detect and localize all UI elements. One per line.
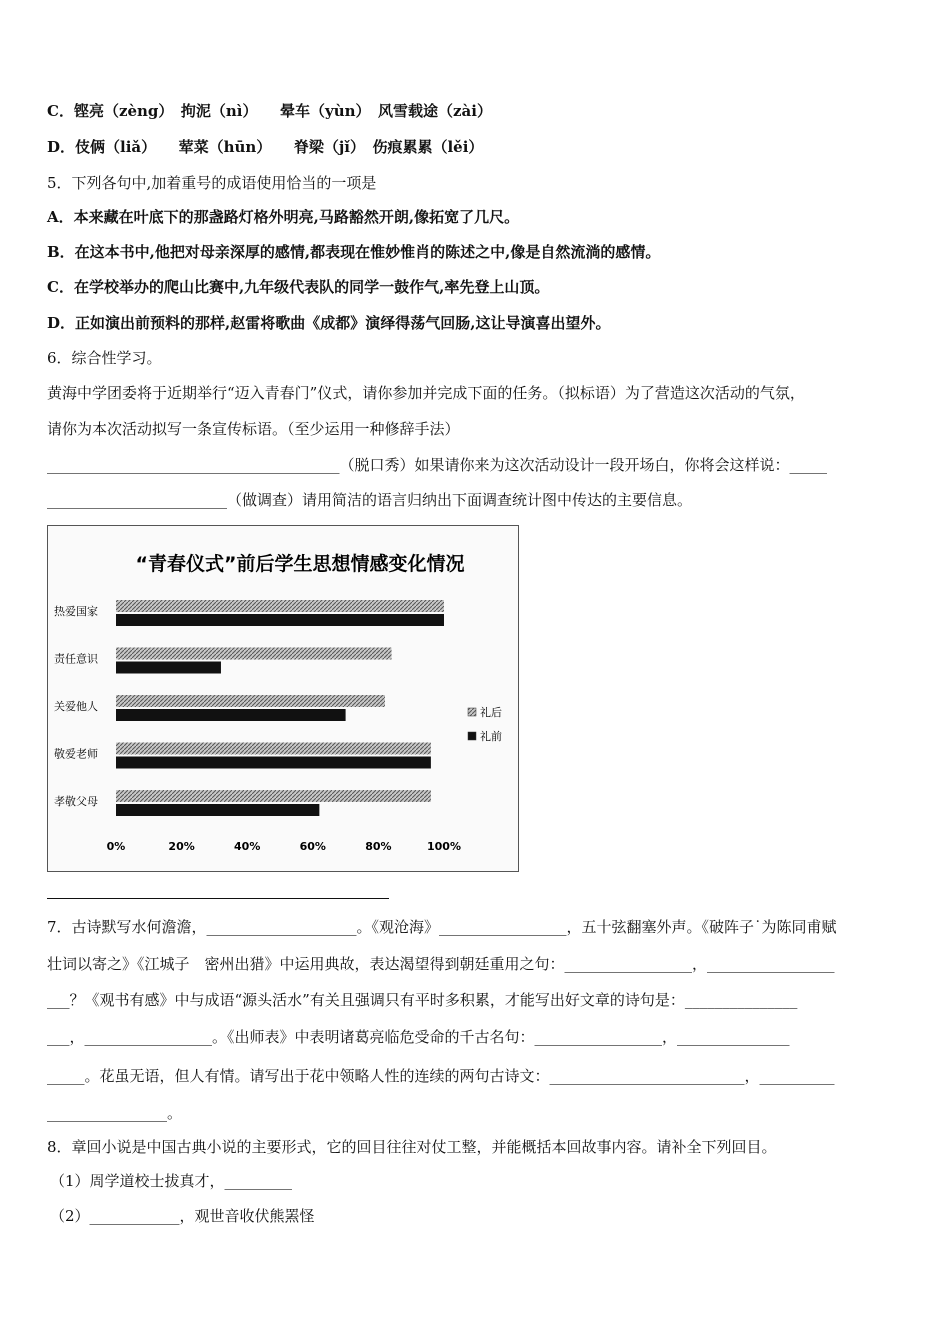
- legend-swatch: [468, 732, 476, 740]
- answer-line: [47, 898, 389, 899]
- bar-after: [116, 790, 431, 802]
- bar-before: [116, 614, 444, 626]
- q5-option-d: D．正如演出前预料的那样,赵雷将歌曲《成都》演绎得荡气回肠,这让导演喜出望外。: [47, 314, 611, 332]
- q7-line-3: ___？《观书有感》中与成语“源头活水”有关且强调只有平时多积累，才能写出好文章的诗句是：_______________: [47, 991, 798, 1009]
- bar-before: [116, 709, 346, 721]
- option-d: D．伎俩（liǎ） 荤菜（hūn） 脊梁（jǐ） 伤痕累累（lěi）: [47, 138, 484, 156]
- option-c: C．铿亮（zèng） 拘泥（nì） 晕车（yùn） 风雪载途（zài）: [47, 102, 492, 120]
- bar-before: [116, 804, 319, 816]
- q6-paragraph-2: 请你为本次活动拟写一条宣传标语。（至少运用一种修辞手法）: [47, 420, 460, 438]
- q7-line-2: 壮词以寄之》《江城子 密州出猎》中运用典故，表达渴望得到朝廷重用之句：_________________，_________________: [47, 955, 835, 973]
- question-5: 5．下列各句中,加着重号的成语使用恰当的一项是: [47, 174, 377, 192]
- category-label: 热爱国家: [54, 605, 98, 618]
- category-label: 孝敬父母: [54, 795, 98, 808]
- bar-after: [116, 695, 385, 707]
- q6-paragraph-4: ________________________（做调查）请用简洁的语言归纳出下面调查统计图中传达的主要信息。: [47, 491, 693, 509]
- bar-before: [116, 757, 431, 769]
- question-6: 6．综合性学习。: [47, 349, 162, 367]
- survey-chart: [47, 525, 519, 872]
- x-tick-label: 60%: [299, 840, 326, 853]
- q6-paragraph-1: 黄海中学团委将于近期举行“迈入青春门”仪式，请你参加并完成下面的任务。（拟标语）为了营造这次活动的气氛，: [47, 384, 805, 402]
- q8-item-1: （1）周学道校士拔真才，_________: [50, 1172, 293, 1190]
- question-8: 8．章回小说是中国古典小说的主要形式，它的回目往往对仗工整，并能概括本回故事内容。请补全下列回目。: [47, 1138, 777, 1156]
- bar-after: [116, 648, 392, 660]
- q5-option-c: C．在学校举办的爬山比赛中,九年级代表队的同学一鼓作气,率先登上山顶。: [47, 278, 550, 296]
- chart-title: “青春仪式”前后学生思想情感变化情况: [135, 553, 465, 575]
- legend-label: 礼后: [480, 706, 502, 719]
- q7-line-6: ________________。: [47, 1104, 183, 1122]
- category-label: 责任意识: [54, 652, 98, 666]
- x-tick-label: 100%: [427, 840, 461, 853]
- x-tick-label: 80%: [365, 840, 392, 853]
- q7-line-1: 7．古诗默写水何澹澹，____________________。《观沧海》_________________，五十弦翻塞外声。《破阵子˙为陈同甫赋: [47, 918, 837, 936]
- category-label: 敬爱老师: [54, 747, 98, 761]
- q6-paragraph-3: _______________________________________（脱口秀）如果请你来为这次活动设计一段开场白，你将会这样说：_____: [47, 456, 828, 474]
- legend-label: 礼前: [480, 730, 502, 743]
- survey-chart-svg: [48, 526, 518, 871]
- category-label: 关爱他人: [54, 700, 98, 713]
- bar-before: [116, 662, 221, 674]
- q5-option-b: B．在这本书中,他把对母亲深厚的感情,都表现在惟妙惟肖的陈述之中,像是自然流淌的感情。: [47, 243, 661, 261]
- x-tick-label: 20%: [168, 840, 195, 853]
- q7-line-5: _____。花虽无语，但人有情。请写出于花中领略人性的连续的两句古诗文：__________________________，__________: [47, 1067, 835, 1085]
- bar-after: [116, 743, 431, 755]
- q7-line-4: ___，_________________。《出师表》中表明诸葛亮临危受命的千古名句：_________________，_______________: [47, 1028, 790, 1046]
- q5-option-a: A．本来藏在叶底下的那盏路灯格外明亮,马路豁然开朗,像拓宽了几尺。: [47, 208, 520, 226]
- legend-swatch: [468, 708, 476, 716]
- x-tick-label: 0%: [106, 840, 126, 853]
- q8-item-2: （2）____________，观世音收伏熊罴怪: [50, 1207, 315, 1225]
- x-tick-label: 40%: [234, 840, 261, 853]
- bar-after: [116, 600, 444, 612]
